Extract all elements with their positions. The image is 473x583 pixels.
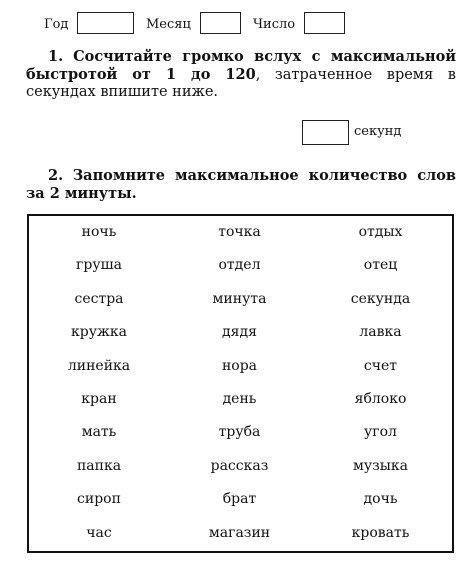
word-item: яблоко <box>354 390 407 407</box>
word-item: минута <box>212 290 267 307</box>
word-item: день <box>222 390 257 407</box>
word-item: точка <box>218 224 261 240</box>
word-grid <box>29 224 452 558</box>
word-item: груша <box>76 257 122 274</box>
word-item: мать <box>81 424 117 441</box>
task-2-bold-text: Запомните максимальное количество слов за 2 минуты. <box>26 167 456 202</box>
word-item: дядя <box>222 324 257 341</box>
seconds-input-box[interactable] <box>302 120 349 145</box>
word-item: лавка <box>359 324 402 341</box>
word-item: ночь <box>81 224 117 240</box>
word-item: линейка <box>67 357 131 374</box>
task-1-bold-text: Сосчитайте громко вслух с максимальной быстротой от 1 до 120 <box>26 48 457 83</box>
word-item: нора <box>221 357 258 374</box>
word-item: магазин <box>208 524 271 541</box>
word-item: дочь <box>363 491 398 508</box>
word-item: угол <box>364 424 397 441</box>
task-1-number: 1. <box>48 48 64 65</box>
word-item: кружка <box>71 324 127 341</box>
day-label: Число <box>253 17 296 32</box>
task-2-instruction <box>26 167 456 203</box>
word-item: отдел <box>218 257 261 274</box>
month-label: Месяц <box>146 17 191 32</box>
task-2-number: 2. <box>48 167 64 184</box>
word-list-box <box>27 214 454 553</box>
word-item: сестра <box>74 290 124 307</box>
word-item: сироп <box>77 491 121 508</box>
date-fields-row <box>0 12 473 38</box>
word-item: музыка <box>352 457 408 474</box>
task-1-instruction <box>26 48 456 101</box>
word-item: отдых <box>358 224 403 240</box>
month-input-box[interactable] <box>200 12 241 34</box>
day-input-box[interactable] <box>304 12 345 34</box>
word-item: кровать <box>351 524 410 541</box>
year-input-box[interactable] <box>77 12 134 34</box>
word-item: рассказ <box>210 457 269 474</box>
word-item: брат <box>222 491 257 508</box>
task-1-rest-text: , затраченное время в секундах впишите ниже. <box>26 67 456 100</box>
word-item: час <box>86 524 112 541</box>
word-item: папка <box>76 457 122 474</box>
seconds-label: секунд <box>354 124 402 139</box>
word-item: секунда <box>350 290 411 307</box>
word-item: отец <box>363 257 398 274</box>
year-label: Год <box>44 17 69 32</box>
word-item: счет <box>363 357 398 374</box>
word-item: труба <box>218 424 261 441</box>
word-item: кран <box>81 390 117 407</box>
